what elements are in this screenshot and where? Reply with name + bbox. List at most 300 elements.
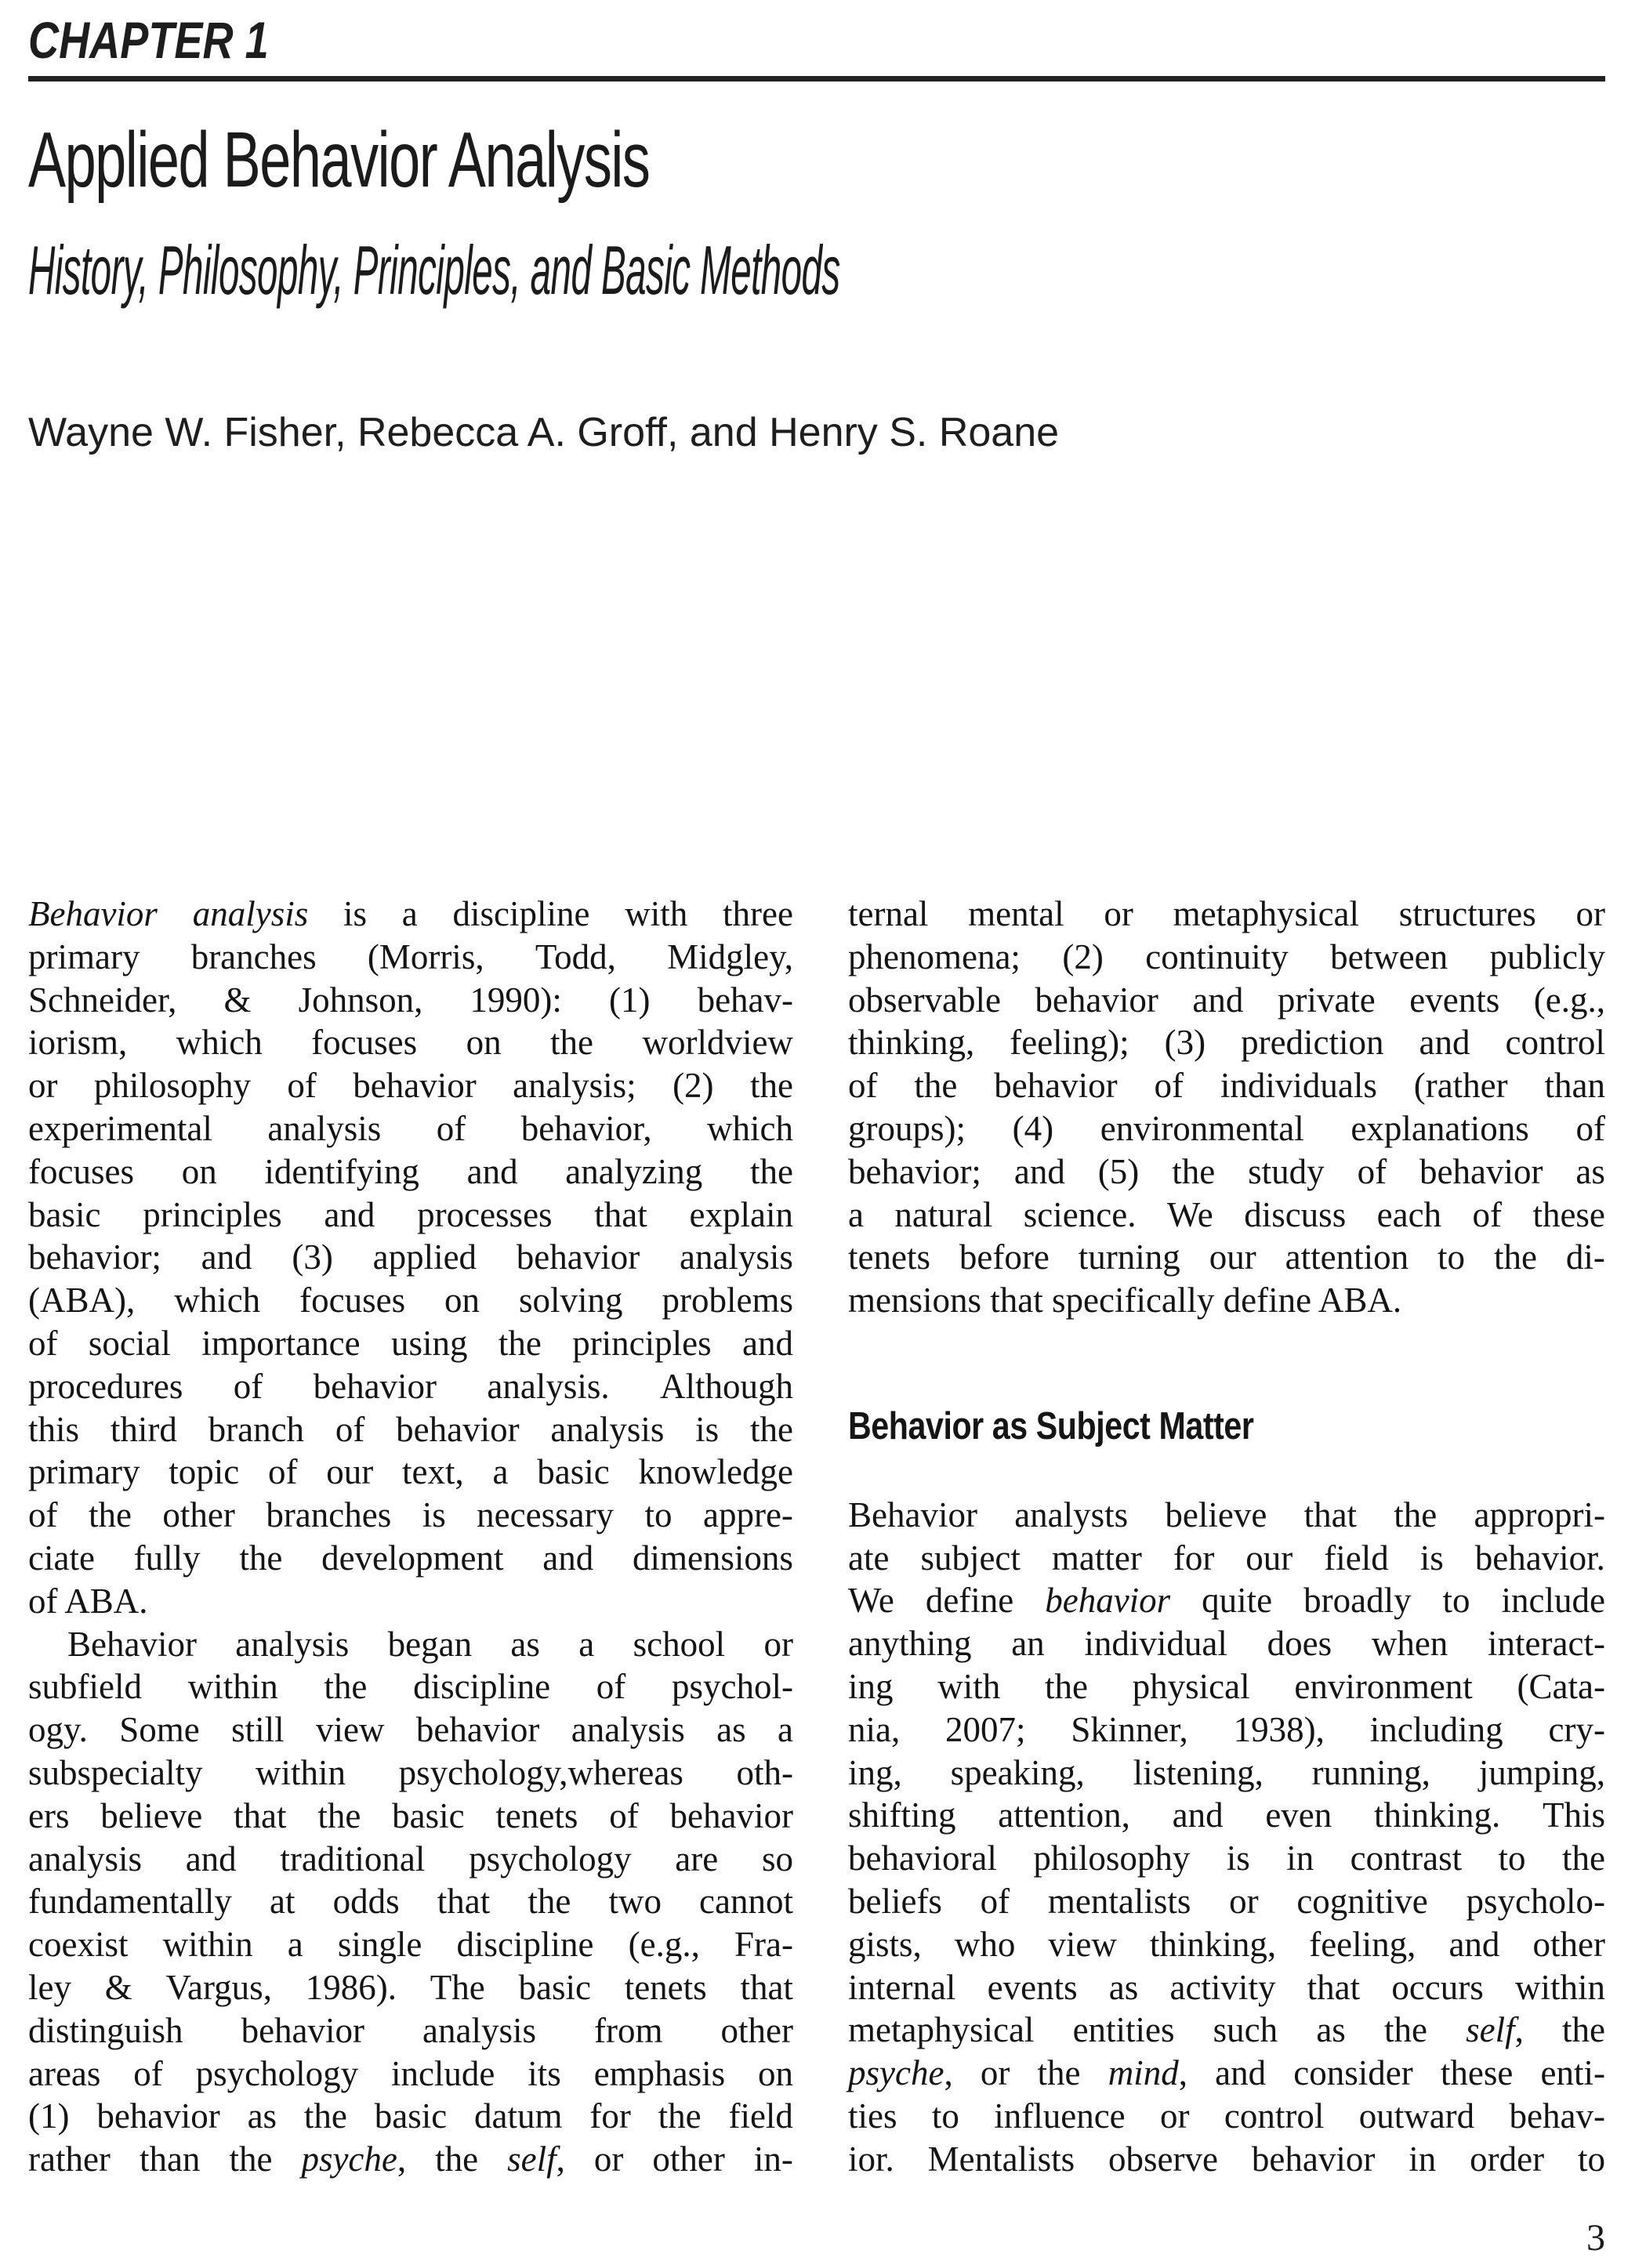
word: that — [594, 1194, 647, 1234]
word: in — [1409, 2139, 1437, 2179]
word: basic — [392, 1795, 465, 1835]
word: listening, — [1133, 1752, 1264, 1792]
word: basic — [28, 1194, 101, 1234]
word: and — [1172, 1795, 1224, 1835]
word: rather — [28, 2139, 111, 2179]
word: on — [466, 1023, 502, 1063]
word: behavior — [669, 1795, 793, 1835]
word: the — [1394, 1494, 1438, 1534]
word: coexist — [28, 1925, 129, 1965]
word: than — [139, 2139, 201, 2179]
text-line — [28, 936, 793, 979]
word: of — [233, 1366, 263, 1406]
text-line — [848, 1107, 1605, 1150]
word: is — [1226, 1839, 1250, 1879]
word: traditional — [280, 1839, 426, 1879]
word: matter — [1051, 1538, 1142, 1578]
word: Schneider, — [28, 980, 177, 1020]
word: the — [1044, 1666, 1088, 1706]
word: include — [390, 2053, 495, 2093]
word: feeling, — [1309, 1924, 1416, 1964]
word: phenomena; — [848, 937, 1021, 976]
word: ternal — [848, 894, 929, 933]
word: individual — [1084, 1624, 1227, 1664]
word: a — [287, 1925, 303, 1965]
word: third — [110, 1409, 177, 1449]
word: focuses — [311, 1023, 418, 1063]
word: events — [987, 1967, 1078, 2007]
word: analysis; — [513, 1066, 636, 1106]
text-line — [28, 979, 793, 1022]
word: each — [1376, 1194, 1442, 1234]
word: Vargus, — [165, 1967, 272, 2007]
word: does — [1267, 1624, 1332, 1664]
word: and — [324, 1194, 375, 1234]
word: other — [1532, 1924, 1605, 1964]
word: to — [1438, 1237, 1466, 1277]
section-heading: Behavior as Subject Matter — [848, 1404, 1254, 1447]
word: a — [492, 1452, 509, 1492]
word: (4) — [1012, 1108, 1054, 1148]
word: behavior — [396, 1409, 520, 1449]
word: began — [387, 1624, 473, 1664]
word: basic — [518, 1967, 591, 2007]
word: behavior; — [848, 1151, 981, 1191]
word: and — [1448, 1924, 1500, 1964]
word: shifting — [848, 1795, 956, 1835]
word: discipline — [452, 894, 590, 933]
word: psychology,whereas — [398, 1752, 683, 1792]
word: discipline — [413, 1667, 551, 1707]
word: (rather — [1413, 1066, 1508, 1106]
word: of — [28, 1323, 58, 1363]
text-line — [28, 1279, 793, 1322]
text-line — [848, 2052, 1605, 2095]
word: other — [652, 2139, 725, 2179]
word: an — [1011, 1624, 1045, 1664]
word: philosophy — [93, 1066, 251, 1106]
word: Although — [659, 1366, 793, 1406]
word: contrast — [1350, 1839, 1463, 1879]
word: and — [542, 1538, 594, 1578]
word: the — [1037, 2053, 1081, 2093]
word: identifying — [264, 1151, 419, 1191]
word: define — [925, 1581, 1014, 1621]
word: of — [133, 2053, 163, 2093]
text-line — [848, 1708, 1605, 1752]
word: to — [1498, 1839, 1526, 1879]
word: which — [707, 1108, 793, 1148]
word: This — [1542, 1795, 1605, 1835]
word: analysis — [550, 1409, 665, 1449]
word: the — [1383, 2010, 1427, 2050]
word: analysis — [422, 2010, 536, 2050]
word: is — [343, 894, 368, 933]
word: ers — [28, 1795, 70, 1835]
word: the — [229, 2139, 273, 2179]
text-line — [848, 893, 1605, 936]
word: We — [1166, 1194, 1213, 1234]
word: subspecialty — [28, 1752, 203, 1792]
word: thinking, — [848, 1023, 975, 1063]
word: focuses — [28, 1151, 134, 1191]
word: 2007; — [945, 1709, 1026, 1749]
word: principles — [143, 1194, 282, 1234]
word: focuses — [299, 1281, 406, 1321]
word: behavior — [516, 1237, 640, 1277]
text-line — [848, 1021, 1605, 1064]
word: when — [1371, 1624, 1448, 1664]
word: running, — [1311, 1752, 1430, 1792]
word: behavior — [353, 1066, 477, 1106]
word: text, — [402, 1452, 464, 1492]
word: processes — [417, 1194, 553, 1234]
word: that — [437, 1882, 491, 1922]
word: (2) — [673, 1066, 714, 1106]
text-line — [28, 1966, 793, 2009]
word: anything — [848, 1624, 972, 1664]
word: even — [1265, 1795, 1332, 1835]
word: branches — [266, 1495, 392, 1535]
word: fundamentally — [28, 1882, 232, 1922]
word: in — [1286, 1839, 1314, 1879]
word: of — [335, 1409, 365, 1449]
word: behavior. — [1474, 1538, 1605, 1578]
word: the — [1561, 1839, 1605, 1879]
word: consider — [1293, 2053, 1413, 2093]
word: within — [162, 1925, 253, 1965]
word: such — [1213, 2010, 1278, 2050]
word: continuity — [1145, 937, 1289, 976]
word: of — [28, 1495, 58, 1535]
word: between — [1330, 937, 1448, 976]
word: principles — [572, 1323, 712, 1363]
word: importance — [201, 1323, 361, 1363]
word: or — [1104, 894, 1133, 933]
word: a — [578, 1624, 595, 1664]
word: social — [88, 1323, 171, 1363]
word: behavioral — [848, 1839, 997, 1879]
word: subject — [920, 1538, 1021, 1578]
word: on — [444, 1281, 480, 1321]
word: of — [1575, 1108, 1605, 1148]
word: basic — [537, 1452, 610, 1492]
text-line — [28, 1923, 793, 1966]
word: physical — [1132, 1666, 1250, 1706]
word: at — [270, 1882, 295, 1922]
word: that — [990, 1281, 1043, 1321]
text-line — [28, 1708, 793, 1752]
word: is — [1419, 1538, 1444, 1578]
word: primary — [28, 937, 140, 976]
word: behav- — [697, 980, 793, 1020]
text-line — [28, 1107, 793, 1150]
word: metaphysical — [848, 2010, 1035, 2050]
word: science. — [1023, 1194, 1137, 1234]
word: di- — [1565, 1237, 1605, 1277]
word: and — [201, 1237, 252, 1277]
word: feeling); — [1010, 1023, 1129, 1063]
word: and — [1215, 2053, 1267, 2093]
word: for — [1173, 1538, 1215, 1578]
word: with — [625, 894, 688, 933]
word: school — [633, 1624, 726, 1664]
word: or — [28, 1066, 58, 1106]
word: activity — [1169, 1967, 1276, 2007]
text-line — [848, 1966, 1605, 2009]
word: branch — [208, 1409, 305, 1449]
word: outward — [1358, 2096, 1475, 2136]
word: behavior — [415, 1710, 540, 1750]
word: to — [1577, 2139, 1605, 2179]
word: that — [740, 1967, 793, 2007]
word: the — [1561, 2010, 1605, 2050]
word: as — [1575, 1151, 1605, 1191]
text-line — [848, 2009, 1605, 2052]
word: (e.g., — [628, 1925, 700, 1965]
text-line — [28, 1580, 793, 1623]
word: behavior, — [520, 1108, 652, 1148]
word: ciate — [28, 1538, 95, 1578]
word: iorism, — [28, 1023, 128, 1063]
word: analysts — [1014, 1494, 1129, 1534]
text-line — [28, 1623, 793, 1666]
word: the — [435, 2139, 479, 2179]
word: order — [1470, 2139, 1545, 2179]
word: ties — [848, 2096, 897, 2136]
word: behavior — [1045, 1581, 1171, 1621]
word: or — [980, 2053, 1010, 2093]
word: prediction — [1241, 1023, 1384, 1063]
word: cry- — [1548, 1709, 1605, 1749]
word: ABA. — [64, 1581, 148, 1621]
word: mentalists — [1047, 1881, 1191, 1921]
word: or — [1575, 894, 1605, 933]
word: ior. — [848, 2139, 894, 2179]
word: (1) — [28, 2096, 70, 2136]
word: include — [1501, 1581, 1605, 1621]
word: & — [104, 1967, 132, 2007]
word: as — [247, 2096, 277, 2136]
word: the — [658, 2096, 702, 2136]
word: entities — [1072, 2010, 1175, 2050]
word: psychology — [469, 1839, 632, 1879]
word: thinking. — [1373, 1795, 1501, 1835]
word: of — [1357, 1151, 1387, 1191]
text-line — [848, 1150, 1605, 1194]
word: mental — [968, 894, 1064, 933]
word: knowledge — [638, 1452, 793, 1492]
word: the — [749, 1409, 793, 1449]
word: solving — [519, 1281, 623, 1321]
text-line — [28, 1451, 793, 1494]
word: behavior — [1419, 1151, 1543, 1191]
word: development — [321, 1538, 504, 1578]
page-title: Applied Behavior Analysis — [28, 116, 650, 204]
word: these — [1532, 1194, 1605, 1234]
word: or — [763, 1624, 793, 1664]
word: publicly — [1489, 937, 1605, 976]
word: events — [1409, 980, 1500, 1020]
word: who — [954, 1924, 1016, 1964]
text-line — [28, 2009, 793, 2052]
text-line — [28, 893, 793, 936]
word: define — [1223, 1281, 1312, 1321]
word: natural — [894, 1194, 993, 1234]
word: or — [1160, 2096, 1190, 2136]
word: other — [720, 2010, 793, 2050]
word: or — [1229, 1881, 1259, 1921]
word: (1) — [609, 980, 651, 1020]
word: procedures — [28, 1366, 183, 1406]
text-line — [28, 1194, 793, 1237]
word: branches — [190, 937, 317, 976]
word: which — [174, 1281, 261, 1321]
word: attention, — [998, 1795, 1130, 1835]
word: topic — [169, 1452, 240, 1492]
word: a — [778, 1710, 793, 1750]
word: our — [326, 1452, 374, 1492]
word: study — [1248, 1151, 1325, 1191]
word: (e.g., — [1533, 980, 1605, 1020]
word: observe — [1108, 2139, 1218, 2179]
word: odds — [332, 1882, 400, 1922]
word: is — [422, 1495, 446, 1535]
word: that — [1303, 1494, 1358, 1534]
word: behavior — [1035, 980, 1158, 1020]
word: including — [1369, 1709, 1503, 1749]
word: environment — [1294, 1666, 1473, 1706]
word: analysis — [267, 1108, 382, 1148]
word: appropri- — [1474, 1494, 1605, 1534]
text-line — [28, 1150, 793, 1194]
word: ogy. — [28, 1710, 88, 1750]
word: 1990): — [470, 980, 562, 1020]
word: Behavior — [848, 1494, 977, 1534]
word: (Morris, — [367, 937, 484, 976]
word: the — [239, 1538, 283, 1578]
word: analysis — [28, 1839, 142, 1879]
word: psyche, — [848, 2053, 953, 2093]
word: analysis — [571, 1710, 685, 1750]
text-line — [848, 1494, 1605, 1537]
word: internal — [848, 1967, 956, 2007]
word: field — [728, 2096, 793, 2136]
word: thinking, — [1149, 1924, 1277, 1964]
text-line — [28, 1064, 793, 1107]
word: analysis — [192, 894, 309, 933]
word: analysis — [679, 1237, 793, 1277]
word: the — [317, 1795, 361, 1835]
word: ing, — [848, 1752, 902, 1792]
word: and — [185, 1839, 237, 1879]
word: attention — [1285, 1237, 1409, 1277]
word: jumping, — [1478, 1752, 1605, 1792]
word: psycholo- — [1466, 1881, 1605, 1921]
word: (ABA), — [28, 1281, 136, 1321]
word: oth- — [736, 1752, 793, 1792]
word: self, — [507, 2139, 565, 2179]
word: primary — [28, 1452, 140, 1492]
text-line — [28, 1365, 793, 1408]
word: problems — [662, 1281, 793, 1321]
word: structures — [1398, 894, 1536, 933]
word: distinguish — [28, 2010, 183, 2050]
word: its — [528, 2053, 561, 2093]
text-line — [28, 1021, 793, 1064]
word: (2) — [1062, 937, 1104, 976]
text-line — [848, 1279, 1605, 1322]
word: within — [187, 1667, 278, 1707]
word: explanations — [1351, 1108, 1529, 1148]
word: influence — [994, 2096, 1126, 2136]
word: to — [1442, 1581, 1470, 1621]
text-line — [848, 2095, 1605, 2138]
page-subtitle: History, Philosophy, Principles, and Basic Methods — [28, 231, 840, 309]
text-line — [28, 2052, 793, 2096]
word: discipline — [456, 1925, 594, 1965]
word: The — [430, 1967, 485, 2007]
word: analyzing — [565, 1151, 703, 1191]
word: We — [848, 1581, 894, 1621]
word: which — [176, 1023, 263, 1063]
word: as — [716, 1710, 746, 1750]
word: behavior — [313, 1366, 437, 1406]
word: Fra- — [734, 1925, 793, 1965]
word: enti- — [1540, 2053, 1605, 2093]
word: fully — [133, 1538, 201, 1578]
word: behavior; — [28, 1237, 161, 1277]
word: 1986). — [305, 1967, 397, 2007]
word: the — [1172, 1151, 1216, 1191]
text-line — [28, 1752, 793, 1795]
word: of — [980, 1881, 1010, 1921]
word: the — [749, 1151, 793, 1191]
word: of — [1154, 1066, 1184, 1106]
word: dimensions — [632, 1538, 793, 1578]
word: on — [757, 2053, 793, 2093]
word: tenets — [624, 1967, 707, 2007]
word: of — [1472, 1194, 1502, 1234]
word: to — [644, 1495, 673, 1535]
word: Johnson, — [298, 980, 423, 1020]
word: single — [337, 1925, 422, 1965]
word: philosophy — [1033, 1839, 1191, 1879]
word: tenets — [495, 1795, 578, 1835]
word: datum — [474, 2096, 563, 2136]
word: Todd, — [535, 937, 616, 976]
word: necessary — [477, 1495, 615, 1535]
word: subfield — [28, 1667, 142, 1707]
word: as — [510, 1624, 540, 1664]
word: (Cata- — [1517, 1666, 1605, 1706]
word: ABA. — [1318, 1281, 1402, 1321]
word: Skinner, — [1071, 1709, 1188, 1749]
word: discuss — [1244, 1194, 1347, 1234]
word: using — [390, 1323, 468, 1363]
word: psychology — [195, 2053, 359, 2093]
word: the — [303, 2096, 347, 2136]
word: three — [723, 894, 793, 933]
word: or — [593, 2139, 624, 2179]
text-line — [848, 1794, 1605, 1837]
word: of — [287, 1066, 317, 1106]
word: the — [498, 1323, 542, 1363]
text-line — [848, 936, 1605, 979]
text-line — [28, 1665, 793, 1708]
text-line — [848, 2138, 1605, 2181]
text-line — [848, 1752, 1605, 1795]
